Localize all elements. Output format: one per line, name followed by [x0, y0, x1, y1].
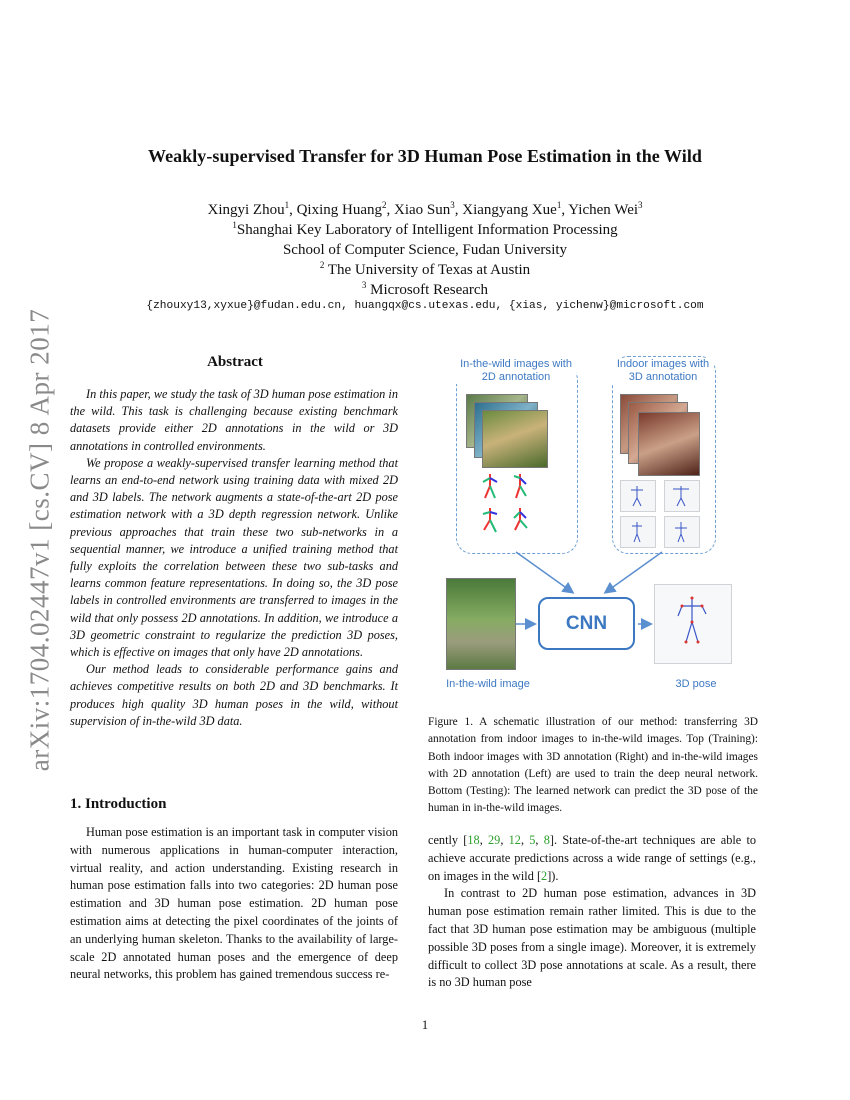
cnn-block: CNN: [538, 597, 635, 650]
abstract-heading: Abstract: [207, 354, 263, 370]
3d-pose-label: 3D pose: [654, 678, 738, 691]
citation-link[interactable]: 2: [541, 868, 548, 883]
wild-training-label: In-the-wild images with 2D annotation: [456, 358, 576, 384]
citation-link[interactable]: 18: [467, 833, 480, 847]
author-emails: {zhouxy13,xyxue}@fudan.edu.cn, huangqx@cs.utexas.edu, {xias, yichenw}@microsoft.com: [146, 300, 704, 312]
affiliation: $^3$ Microsoft Research: [361, 280, 489, 298]
citation-link[interactable]: 12: [508, 833, 521, 847]
affiliation: School of Computer Science, Fudan University: [282, 242, 568, 258]
citation-link[interactable]: 29: [488, 833, 501, 847]
figure-1: [428, 352, 758, 704]
intro-right-column: [428, 832, 756, 992]
intro-left-column: [70, 824, 398, 984]
section-heading-introduction: 1. Introduction: [70, 796, 167, 812]
figure-caption: Figure 1. A schematic illustration of our method: transferring 3D annotation from indoor images to in-the-wild images. Top (Training): Both indoor images with 3D annotation (Right) and in-the-wild images with 2D annotation (Left) are used to train the deep neural network. Bottom (Testing): The learned network can predict the 3D pose of the human in in-the-wild images.: [428, 716, 758, 815]
affiliation: $^1$Shanghai Key Laboratory of Intelligent Information Processing: [232, 220, 618, 238]
indoor-training-label: Indoor images with 3D annotation: [612, 358, 714, 384]
abstract-paragraph: In this paper, we study the task of 3D human pose estimation in the wild. This task is challenging because existing benchmark datasets provide either 2D annotations in the wild or 3D annotations in controlled environments.: [70, 387, 398, 453]
paper-title: Weakly-supervised Transfer for 3D Human Pose Estimation in the Wild: [148, 146, 702, 166]
abstract-paragraph: We propose a weakly-supervised transfer learning method that learns an end-to-end network using training data with mixed 2D and 3D labels. The network augments a state-of-the-art 2D pose estimation network with a 3D depth regression network. Unlike previous approaches that train these two sub-networks in a sequential manner, we introduce a unified training method that fully exploits the correlation between these two sub-tasks and learns common feature representations. In doing so, the 3D pose labels in controlled environments are transferred to images in the wild that only possess 2D annotations. In addition, we introduce a 3D geometric constraint to regularize the prediction 3D poses, which is effective on images that only have 2D annotations.: [70, 455, 398, 660]
abstract-paragraph: Our method leads to considerable performance gains and achieves competitive results on both 2D and 3D benchmarks. It produces high quality 3D human poses in the wild, without supervision of in-the-wild 3D data.: [70, 662, 398, 728]
citation-link[interactable]: 8: [543, 833, 550, 847]
author-block: [0, 200, 850, 300]
page-number: 1: [421, 1018, 429, 1032]
test-wild-photo: [446, 578, 516, 670]
3d-pose-skeleton: [654, 584, 730, 662]
intro-paragraph: Human pose estimation is an important task in computer vision with numerous applications in human-computer interaction, virtual reality, and action understanding. Existing research in human pose estimation falls into two categories: 2D human pose estimation and 3D human pose estimation. 2D human pose estimation aims at detecting the pixel coordinates of the joints of an underlying human skeleton. Thanks to the availability of large-scale 2D annotated human poses and the emergence of deep neural networks, this problem has gained tremendous success re-: [70, 825, 398, 982]
author-list: Xingyi Zhou$^1$, Qixing Huang$^2$, Xiao Sun$^3$, Xiangyang Xue$^1$, Yichen Wei$^3$: [207, 200, 643, 218]
intro-paragraph: cently [18, 29, 12, 5, 8]. State-of-the-art techniques are able to achieve accurate predictions across a wide range of settings (e.g., on images in the wild [2]).: [428, 833, 757, 883]
abstract-body: [70, 386, 398, 730]
intro-paragraph: In contrast to 2D human pose estimation, advances in 3D human pose estimation remain rather limited. This is due to the fact that 3D human pose estimation may be ambiguous (multiple possible 3D poses from a single image). Moreover, it is extremely difficult to collect 3D pose annotations at scale. As a result, there is no 3D human pose: [428, 886, 756, 990]
citation-link[interactable]: 5: [529, 833, 536, 847]
test-wild-label: In-the-wild image: [434, 678, 542, 691]
affiliation: $^2$ The University of Texas at Austin: [319, 260, 531, 278]
